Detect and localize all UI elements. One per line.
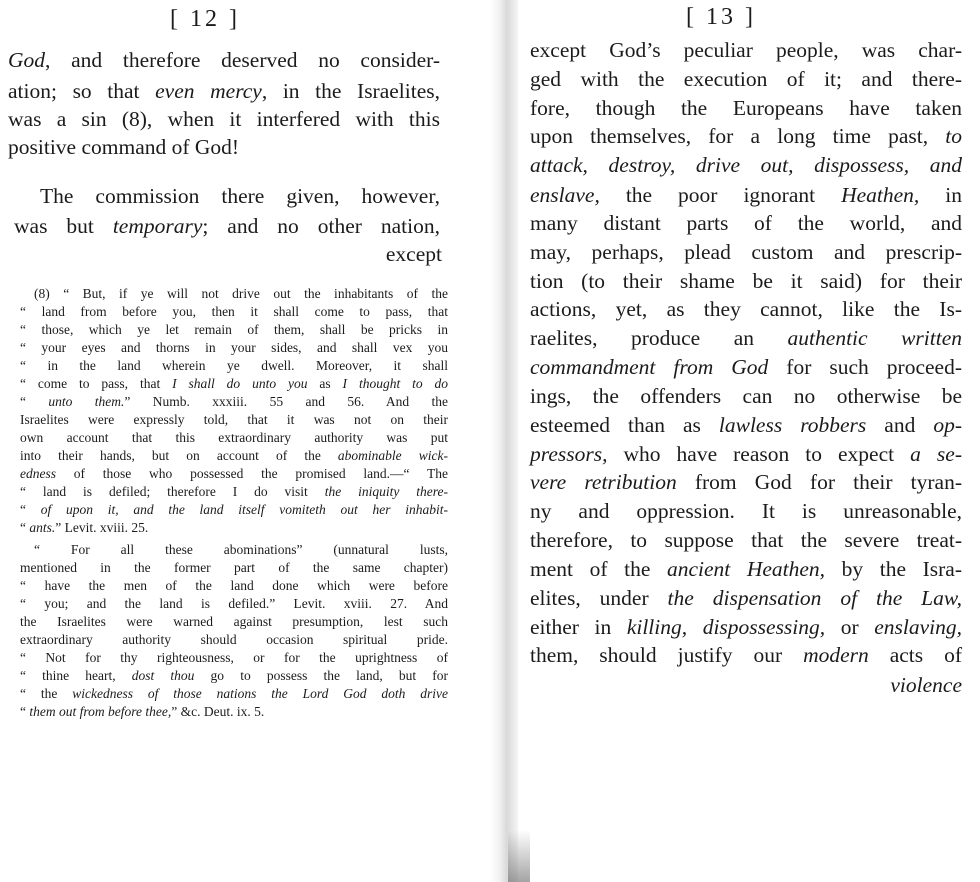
footnote-line: own account that this extraordinary authority was put — [20, 430, 448, 445]
footnote-line: Israelites were expressly told, that it was not on their — [20, 412, 448, 427]
body-line: ment of the ancient Heathen, by the Isra- — [530, 557, 963, 581]
footnote-line: “ Not for thy righteousness, or for the uprightness of — [20, 650, 448, 665]
footnote-line: “ those, which ye let remain of them, shall be pricks in — [20, 322, 448, 337]
footnote-line: “ in the land wherein ye dwell. Moreover, it shall — [20, 358, 448, 373]
page-number-right: [ 13 ] — [686, 4, 756, 30]
footnote-line: “ come to pass, that I shall do unto you as I thought to do — [20, 376, 449, 391]
catchword-left: except — [385, 242, 442, 266]
body-line: ged with the execution of it; and there- — [530, 67, 962, 91]
footnote-line: “ you; and the land is defiled.” Levit. xviii. 27. And — [20, 596, 448, 611]
body-line: commandment from God for such proceed- — [530, 355, 962, 379]
body-line: God, and therefore deserved no consider- — [8, 48, 440, 72]
body-line: many distant parts of the world, and — [530, 211, 962, 235]
body-line: ny and oppression. It is unreasonable, — [530, 499, 962, 523]
body-line: therefore, to suppose that the severe treat- — [530, 528, 962, 552]
body-line: attack, destroy, drive out, dispossess, and — [530, 153, 962, 177]
body-line: raelites, produce an authentic written — [530, 326, 962, 350]
page-number-left: [ 12 ] — [170, 6, 240, 32]
body-line: was but temporary; and no other nation, — [14, 214, 440, 238]
body-line: The commission there given, however, — [40, 184, 440, 208]
footnote-line: “ land from before you, then it shall come to pass, that — [20, 304, 448, 319]
footnote-line: “ your eyes and thorns in your sides, and shall vex you — [20, 340, 448, 355]
right-page — [490, 0, 980, 882]
body-line: fore, though the Europeans have taken — [530, 96, 962, 120]
body-line: actions, yet, as they cannot, like the Is- — [530, 297, 962, 321]
footnote-line: into their hands, but on account of the abominable wick- — [20, 448, 449, 463]
footnote-line: “ of upon it, and the land itself vomiteth out her inhabit- — [20, 502, 448, 517]
body-line: esteemed than as lawless robbers and op- — [530, 413, 962, 437]
footnote-line: edness of those who possessed the promised land.—“ The — [20, 466, 448, 481]
footnote-line: “ them out from before thee,” &c. Deut. ix. 5. — [20, 704, 265, 719]
footnote-line: “ have the men of the land done which were before — [20, 578, 448, 593]
body-line: ings, the offenders can no otherwise be — [530, 384, 962, 408]
body-line: them, should justify our modern acts of — [530, 643, 963, 667]
footnote-line: extraordinary authority should occasion spiritual pride. — [20, 632, 448, 647]
catchword-right: violence — [890, 673, 962, 697]
body-line: ation; so that even mercy, in the Israelites, — [8, 79, 441, 103]
footnote-line: “ ants.” Levit. xviii. 25. — [20, 520, 149, 535]
body-line: tion (to their shame be it said) for their — [530, 269, 962, 293]
footnote-line: the Israelites were warned against presumption, lest such — [20, 614, 448, 629]
body-line: was a sin (8), when it interfered with this — [8, 107, 440, 131]
body-line: pressors, who have reason to expect a se- — [530, 442, 962, 466]
footnote-line: mentioned in the former part of the same chapter) — [20, 560, 448, 575]
body-line: elites, under the dispensation of the Law, — [530, 586, 963, 610]
body-line: vere retribution from God for their tyran- — [530, 470, 962, 494]
footnote-line: “ thine heart, dost thou go to possess the land, but for — [20, 668, 448, 683]
body-line: may, perhaps, plead custom and prescrip- — [530, 240, 962, 264]
footnote-line: (8) “ But, if ye will not drive out the inhabitants of the — [34, 286, 448, 301]
body-line: except God’s peculiar people, was char- — [530, 38, 962, 62]
footnote-line: “ For all these abominations” (unnatural lusts, — [34, 542, 448, 557]
footnote-line: “ land is defiled; therefore I do visit the iniquity there- — [20, 484, 448, 499]
body-line: either in killing, dispossessing, or enslaving, — [530, 615, 962, 639]
footnote-line: “ the wickedness of those nations the Lord God doth drive — [20, 686, 448, 701]
footnote-line: “ unto them.” Numb. xxxiii. 55 and 56. And the — [20, 394, 448, 409]
body-line: upon themselves, for a long time past, to — [530, 124, 962, 148]
body-line: enslave, the poor ignorant Heathen, in — [530, 183, 962, 207]
body-line: positive command of God! — [8, 135, 240, 159]
